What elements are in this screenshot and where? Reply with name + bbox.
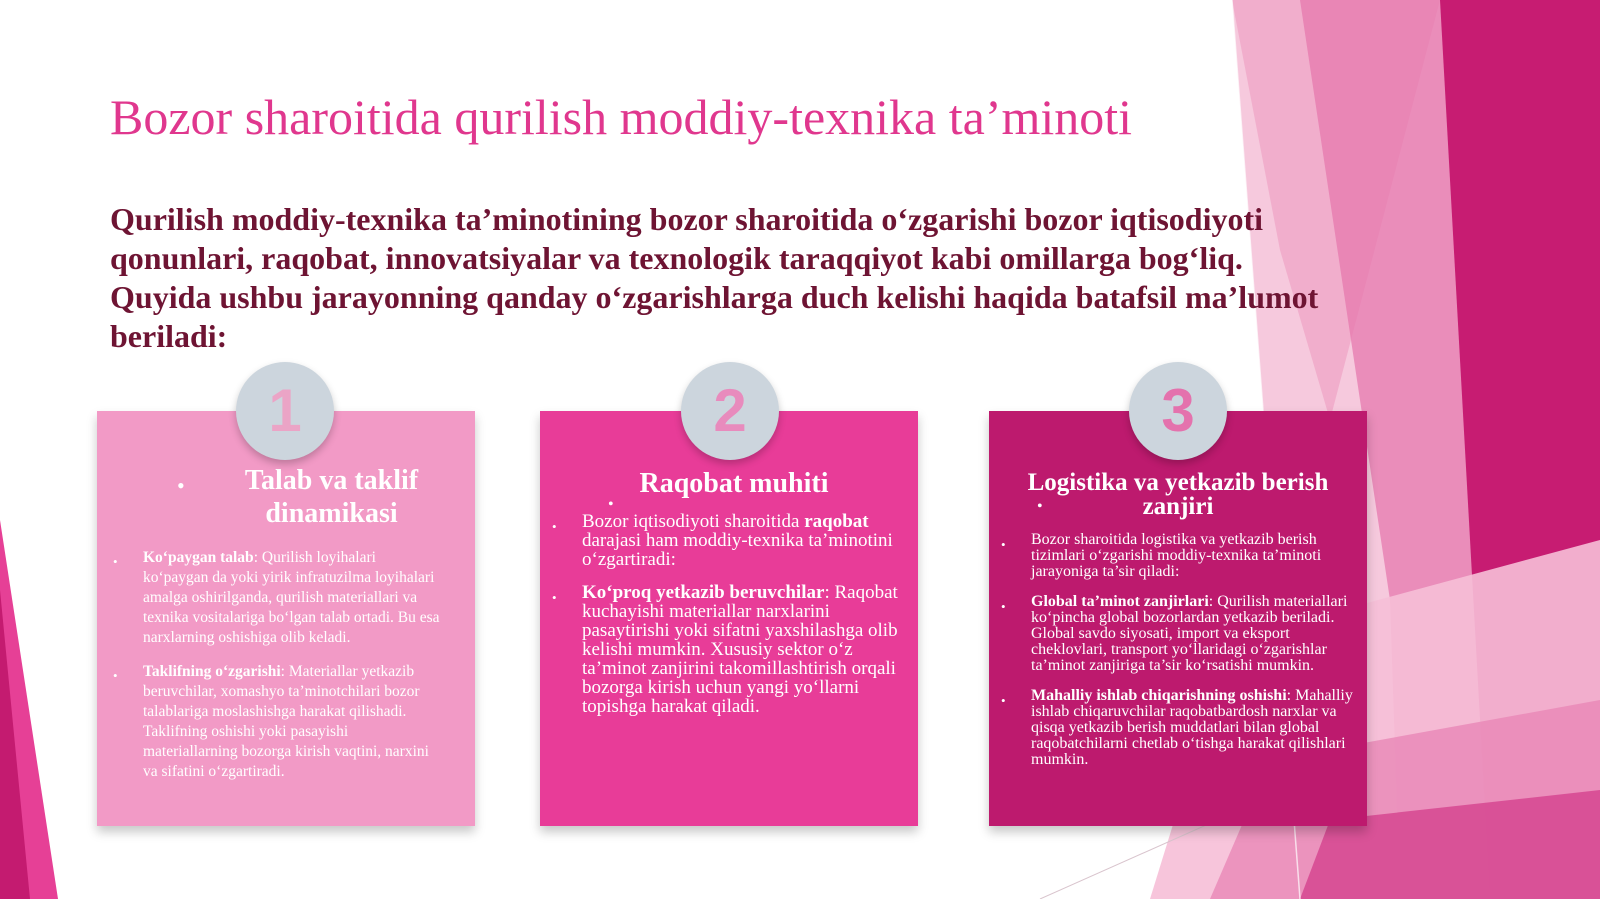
bullet-icon: • [552, 519, 557, 534]
item-text: Raqobat kuchayishi materiallar narxlarini pasaytirishi yoki sifatni yaxshilashga olib kelishi mumkin. Xususiy sektor o‘z ta’minot zanjirini takomillashtirish orqali bozorga kirish uchun yangi yo‘llarni topishga harakat qiladi. [582, 582, 898, 717]
item-text: Qurilish loyihalari ko‘paygan da yoki yirik infratuzilma loyihalari amalga oshirilganda, qurilish materiallari va texnika vositalariga bo‘lgan talab ortadi. Bu esa narxlarning oshishiga olib keladi. [143, 549, 440, 646]
item-text: darajasi ham moddiy-texnika ta’minotini o‘zgartiradi: [582, 530, 893, 570]
card-competition [540, 411, 918, 826]
item-lead: Global ta’minot zanjirlari [1031, 593, 1209, 610]
item-text: Materiallar yetkazib beruvchilar, xomashyo ta’minotchilari bozor talablariga moslashishga harakat qilishadi. Taklifning oshishi yoki pasayishi materiallarning bozorga kirish vaqtini, narxini va sifatini o‘zgartiradi. [143, 663, 429, 780]
list-item [113, 662, 443, 782]
card-title: Raqobat muhiti [639, 468, 829, 499]
list-item [113, 548, 443, 648]
item-lead: Ko‘paygan talab [143, 549, 254, 566]
bullet-icon: • [113, 668, 118, 683]
list-item [1001, 687, 1356, 768]
item-separator: : [253, 549, 262, 566]
item-lead: Taklifning o‘zgarishi [143, 663, 281, 680]
number-badge: 3 [1129, 362, 1227, 460]
card-title: Logistika va yetkazib berish zanjiri [1027, 469, 1329, 520]
card-bullet-list [552, 511, 907, 730]
bullet-icon: • [1001, 537, 1006, 552]
bullet-icon: • [113, 554, 118, 569]
list-item [1001, 593, 1356, 674]
bullet-icon: • [608, 496, 614, 513]
intro-paragraph: Qurilish moddiy-texnika ta’minotining bozor sharoitida o‘zgarishi bozor iqtisodiyoti qonunlari, raqobat, innovatsiyalar va texnologik taraqqiyot kabi omillarga bog‘liq. Quyida ushbu jarayonning qanday o‘zgarishlarga duch kelishi haqida batafsil ma’lumot beriladi: [110, 201, 1319, 354]
number-badge: 1 [236, 362, 334, 460]
item-text: Bozor sharoitida logistika va yetkazib berish tizimlari o‘zgarishi moddiy-texnika ta’minoti jarayoniga ta’sir qiladi: [1031, 531, 1322, 580]
item-text: Mahalliy ishlab chiqaruvchilar raqobatbardosh narxlar va qisqa yetkazib berish muddatlari bilan global raqobatchilarni chetlab o‘tishga harakat qilishlari mumkin. [1031, 687, 1353, 768]
bullet-icon: • [552, 590, 557, 605]
bullet-icon: • [1001, 693, 1006, 708]
slide-title: Bozor sharoitida qurilish moddiy-texnika ta’minoti [110, 89, 1133, 145]
bullet-icon: • [177, 473, 185, 498]
list-item [1001, 531, 1356, 580]
card-bullet-list [1001, 531, 1356, 782]
card-demand-supply [97, 411, 475, 826]
item-separator: : [1286, 687, 1296, 704]
card-title: Talab va taklif dinamikasi [244, 465, 419, 529]
card-logistics [989, 411, 1367, 826]
item-text: Qurilish materiallari ko‘pincha global bozorlardan yetkazib beriladi. Global savdo siyosati, import va eksport cheklovlari, transport yo‘llaridagi o‘zgarishlar ta’minot zanjiriga ta’sir ko‘rsatishi mumkin. [1031, 593, 1348, 674]
item-lead: Ko‘proq yetkazib beruvchilar [582, 582, 825, 603]
item-text-pre: Bozor iqtisodiyoti sharoitida [582, 511, 805, 532]
item-separator: : [280, 663, 289, 680]
card-bullet-list [113, 548, 443, 796]
item-lead: Mahalliy ishlab chiqarishning oshishi [1031, 687, 1287, 704]
item-lead: raqobat [804, 511, 869, 532]
bullet-icon: • [1037, 498, 1043, 515]
list-item [552, 511, 907, 570]
bullet-icon: • [1001, 599, 1006, 614]
item-separator: : [824, 582, 835, 603]
list-item [552, 582, 907, 717]
number-badge: 2 [681, 362, 779, 460]
item-separator: : [1208, 593, 1218, 610]
